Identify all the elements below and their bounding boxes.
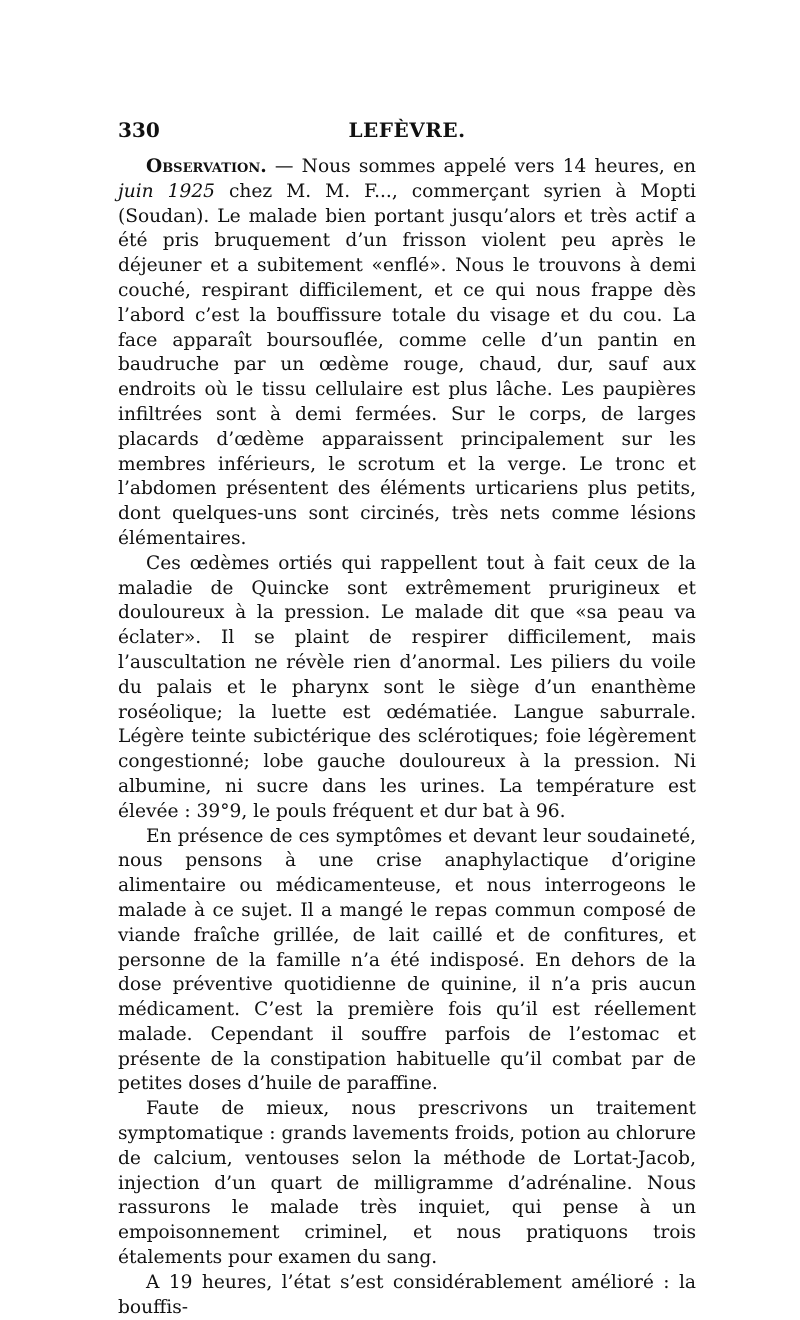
page-number: 330: [118, 118, 160, 142]
paragraph-traitement: Faute de mieux, nous prescrivons un traitement symptomatique : grands lavements froids, potion au chlorure de calcium, ventouses selon la méthode de Lortat-Jacob, injection d’un quart de milligramme d’adrénaline. Nous rassurons le malade très inquiet, qui pense à un empoisonnement criminel, et nous pratiquons trois étalements pour examen du sang.: [118, 1098, 696, 1269]
observation-date: juin 1925: [118, 180, 215, 202]
page-header: [118, 118, 696, 148]
observation-text: chez M. M. F..., commerçant syrien à Mopti (Soudan). Le malade bien portant jusqu’alors et très actif a été pris bruquement d’un frisson violent peu après le déjeuner et a subitement «enflé». Nous le trouvons à demi couché, respirant difficilement, et ce qui nous frappe dès l’abord c’est la bouffissure totale du visage et du cou. La face apparaît boursouflée, comme celle d’un pantin en baudruche par un œdème rouge, chaud, dur, sauf aux endroits où le tissu cellulaire est plus lâche. Les paupières infiltrées sont à demi fermées. Sur le corps, de larges placards d’œdème apparaissent principalement sur les membres inférieurs, le scrotum et la verge. Le tronc et l’abdomen présentent des éléments urticariens plus petits, dont quelques-uns sont circinés, très nets comme lésions élémentaires.: [118, 180, 696, 549]
observation-date-prefix: — Nous sommes appelé vers 14 heures, en: [266, 156, 696, 177]
paragraph-observation: [118, 155, 696, 552]
paragraph-presence: En présence de ces symptômes et devant leur soudaineté, nous pensons à une crise anaphylactique d’origine alimentaire ou médicamenteuse, et nous interrogeons le malade à ce sujet. Il a mangé le repas commun composé de viande fraîche grillée, de lait caillé et de confitures, et personne de la famille n’a été indisposé. En dehors de la dose préventive quotidienne de quinine, il n’a pris aucun médicament. C’est la première fois qu’il est réellement malade. Cependant il souffre parfois de l’estomac et présente de la constipation habituelle qu’il combat par de petites doses d’huile de paraffine.: [118, 825, 696, 1095]
body-text: [118, 155, 696, 1320]
paragraph-19-heures: A 19 heures, l’état s’est considérablement amélioré : la bouffis-: [118, 1271, 696, 1318]
paragraph-oedemes: Ces œdèmes ortiés qui rappellent tout à fait ceux de la maladie de Quincke sont extrêmement prurigineux et douloureux à la pression. Le malade dit que «sa peau va éclater». Il se plaint de respirer difficilement, mais l’auscultation ne révèle rien d’anormal. Les piliers du voile du palais et le pharynx sont le siège d’un enanthème roséolique; la luette est œdématiée. Langue saburrale. Légère teinte subictérique des sclérotiques; foie légèrement congestionné; lobe gauche douloureux à la pression. Ni albumine, ni sucre dans les urines. La température est élevée : 39°9, le pouls fréquent et dur bat à 96.: [118, 552, 696, 822]
running-title: LEFÈVRE.: [348, 118, 466, 142]
observation-lead: Observation.: [146, 156, 267, 177]
